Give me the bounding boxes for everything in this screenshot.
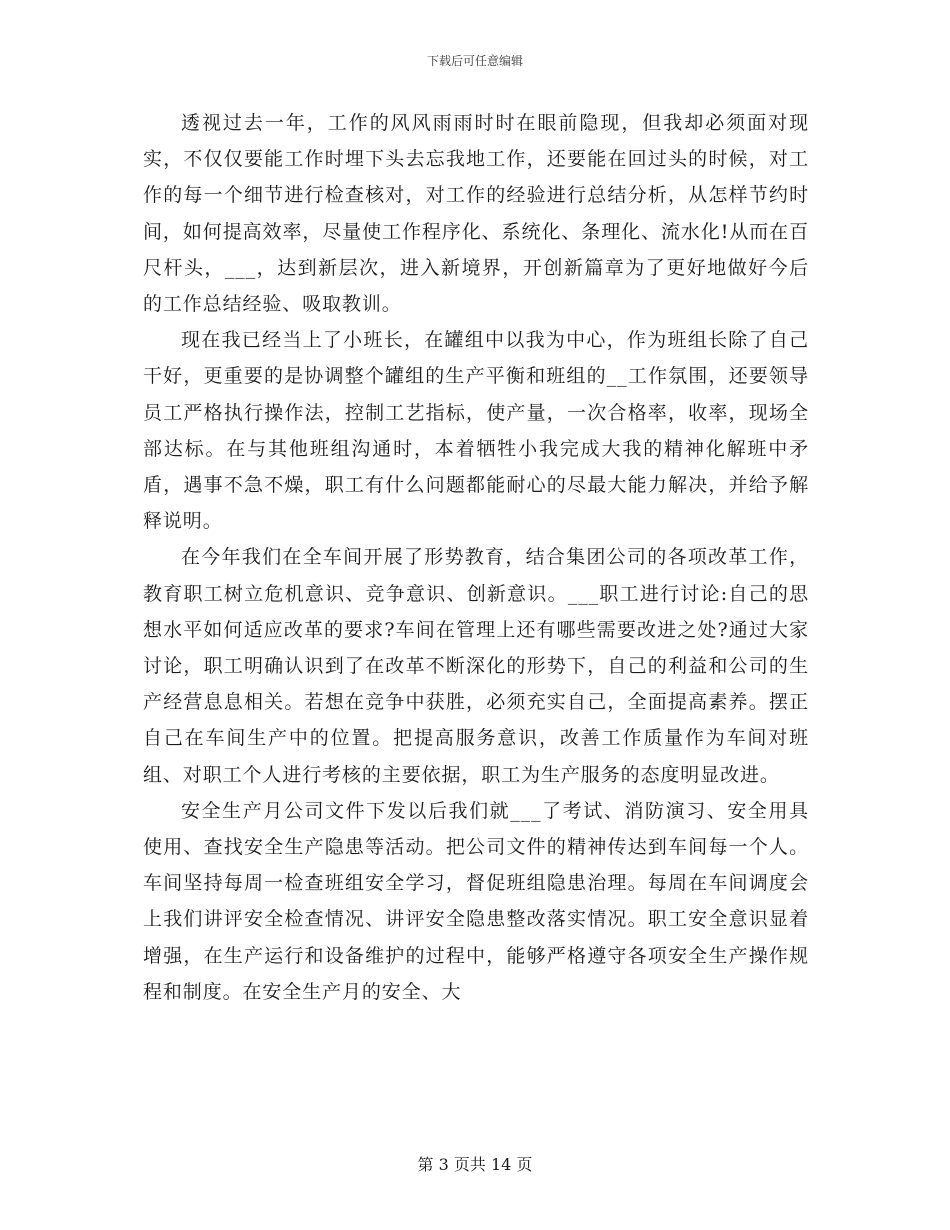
page-number: 第 3 页共 14 页 — [417, 1155, 533, 1174]
paragraph-review: 透视过去一年，工作的风风雨雨时时在眼前隐现，但我却必须面对现实，不仅仅要能工作时埋下头去忘我地工作，还要能在回过头的时候，对工作的每一个细节进行检查核对，对工作的经验进行总结分析，从怎样节约时间，如何提高效率，尽量使工作程序化、系统化、条理化、流水化!从而在百尺杆头，___，达到新层次，进入新境界，开创新篇章为了更好地做好今后的工作总结经验、吸取教训。 — [143, 112, 809, 316]
paragraph-team-leader: 现在我已经当上了小班长，在罐组中以我为中心，作为班组长除了自己干好，更重要的是协调整个罐组的生产平衡和班组的__工作氛围，还要领导员工严格执行操作法，控制工艺指标，使产量，一次合格率，收率，现场全部达标。在与其他班组沟通时，本着牺牲小我完成大我的精神化解班中矛盾，遇事不急不燥，职工有什么问题都能耐心的尽最大能力解决，并给予解释说明。 — [143, 329, 809, 533]
page-header-note: 下载后可任意编辑 — [426, 54, 523, 68]
paragraph-situation-education: 在今年我们在全车间开展了形势教育，结合集团公司的各项改革工作，教育职工树立危机意识、竞争意识、创新意识。___职工进行讨论:自己的思想水平如何适应改革的要求?车间在管理上还有哪些需要改进之处?通过大家讨论，职工明确认识到了在改革不断深化的形势下，自己的利益和公司的生产经营息息相关。若想在竞争中获胜，必须充实自己，全面提高素养。摆正自己在车间生产中的位置。把提高服务意识，改善工作质量作为车间对班组、对职工个人进行考核的主要依据，职工为生产服务的态度明显改进。 — [143, 546, 809, 786]
paragraph-safety-month: 安全生产月公司文件下发以后我们就___了考试、消防演习、安全用具使用、查找安全生产隐患等活动。把公司文件的精神传达到车间每一个人。车间坚持每周一检查班组安全学习，督促班组隐患治理。每周在车间调度会上我们讲评安全检查情况、讲评安全隐患整改落实情况。职工安全意识显着增强，在生产运行和设备维护的过程中，能够严格遵守各项安全生产操作规程和制度。在安全生产月的安全、大 — [143, 799, 809, 1003]
document-body — [143, 105, 809, 1010]
